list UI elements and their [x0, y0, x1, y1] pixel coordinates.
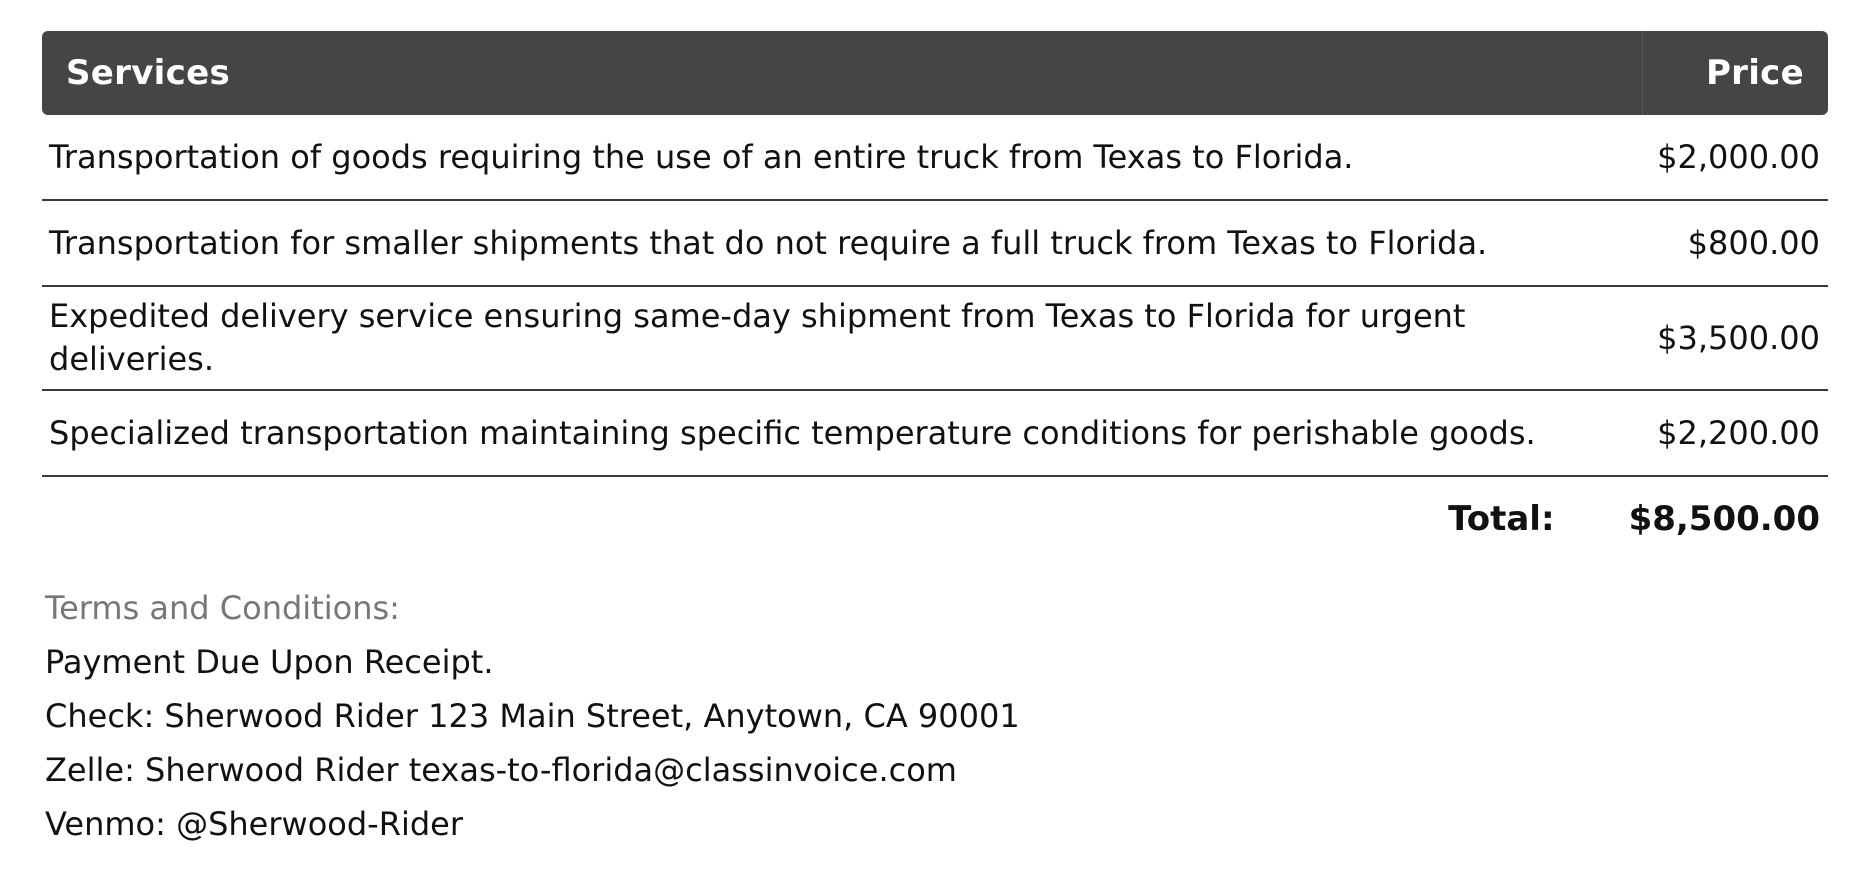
terms-check-payment: Check: Sherwood Rider 123 Main Street, Anytown, CA 90001: [45, 697, 1020, 735]
invoice-services-section: [42, 31, 1828, 851]
total-label: Total:: [1448, 499, 1555, 539]
table-row: [42, 115, 1828, 200]
header-row: [42, 31, 1828, 115]
service-description: Transportation of goods requiring the use of an entire truck from Texas to Florida.: [42, 115, 1642, 200]
services-table-header: [42, 31, 1828, 115]
terms-and-conditions: [42, 581, 1828, 851]
service-price: $800.00: [1642, 200, 1828, 286]
service-price: $2,200.00: [1642, 390, 1828, 476]
terms-heading: Terms and Conditions:: [45, 589, 400, 627]
service-price: $2,000.00: [1642, 115, 1828, 200]
services-column-header: Services: [42, 31, 1642, 115]
services-table: [42, 31, 1828, 477]
table-row: [42, 200, 1828, 286]
terms-venmo-payment: Venmo: @Sherwood-Rider: [45, 805, 463, 843]
terms-zelle-payment: Zelle: Sherwood Rider texas-to-florida@classinvoice.com: [45, 751, 957, 789]
terms-payment-due: Payment Due Upon Receipt.: [45, 643, 494, 681]
service-description: Expedited delivery service ensuring same-day shipment from Texas to Florida for urgent deliveries.: [42, 286, 1642, 390]
service-description: Specialized transportation maintaining specific temperature conditions for perishable goods.: [42, 390, 1642, 476]
total-amount: $8,500.00: [1628, 499, 1820, 539]
service-description: Transportation for smaller shipments that do not require a full truck from Texas to Florida.: [42, 200, 1642, 286]
service-price: $3,500.00: [1642, 286, 1828, 390]
services-table-body: [42, 115, 1828, 476]
table-row: [42, 286, 1828, 390]
table-row: [42, 390, 1828, 476]
price-column-header: Price: [1642, 31, 1828, 115]
total-row: [42, 477, 1828, 561]
